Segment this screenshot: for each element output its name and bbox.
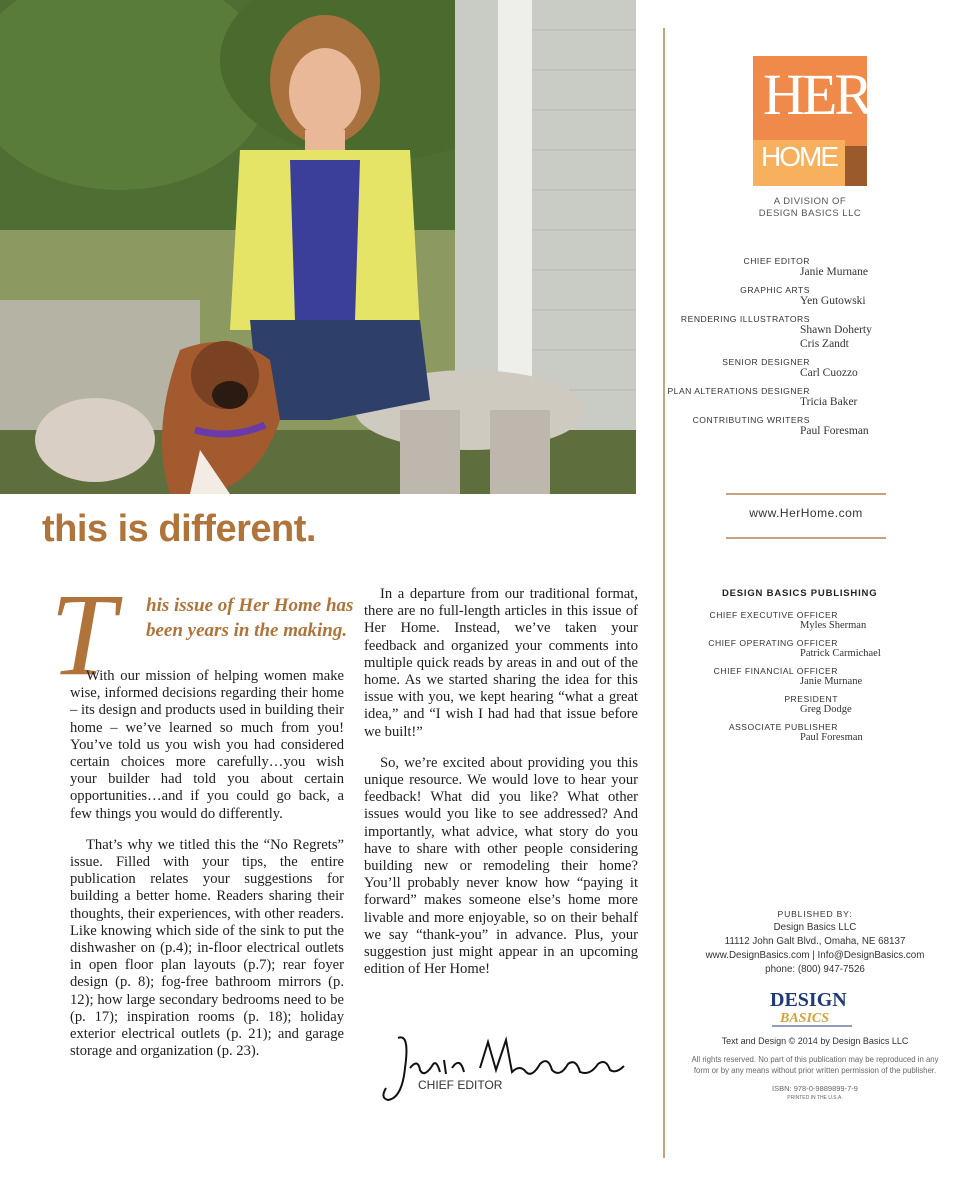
officer-row (690, 666, 910, 694)
divider-line (726, 493, 886, 495)
officer-row (690, 638, 910, 666)
masthead-role: CHIEF EDITOR (743, 256, 810, 266)
cover-photo (0, 0, 636, 494)
masthead-name: Yen Gutowski (800, 295, 866, 307)
article-column-2 (364, 586, 638, 992)
logo-her-text: HER (763, 62, 870, 127)
db-logo-design: DESIGN (770, 989, 847, 1011)
website-link[interactable]: www.HerHome.com (749, 506, 863, 520)
masthead-row (680, 357, 910, 386)
logo-block (845, 146, 867, 186)
officer-name: Greg Dodge (800, 704, 852, 715)
masthead-row (667, 386, 910, 415)
officer-row (690, 722, 910, 750)
masthead-role: CONTRIBUTING WRITERS (692, 415, 810, 425)
masthead-role: RENDERING ILLUSTRATORS (680, 314, 810, 324)
article-column-1 (70, 592, 344, 1074)
masthead-role: PLAN ALTERATIONS DESIGNER (667, 386, 810, 396)
officer-row (690, 610, 910, 638)
printed-text: PRINTED IN THE U.S.A. (787, 1095, 843, 1101)
headline: this is different. (42, 508, 316, 550)
drop-cap: T (50, 569, 116, 700)
officer-role: CHIEF OPERATING OFFICER (708, 638, 838, 648)
editor-signature (380, 1028, 630, 1108)
article-paragraph: In a departure from our traditional format, there are no full-length articles in this issue of Her Home. Instead, we’ve taken your feedback and organized your comments into multiple quick reads by areas in and out of the home. As we started sharing the idea for this issue with you, we kept hearing “what a great idea,” and “I wish I had had that issue before we built!” (364, 586, 638, 740)
article-paragraph: So, we’re excited about providing you this unique resource. We would love to hear your feedback! What did you like? What other issues would you like to see addressed? And importantly, what advice, what story do you have to share with other people considering building new or remodeling their home? You’ll probably never know how “paying it forward” makes someone else’s home more livable and more enjoyable, so on their behalf we say “thank-you” in advance. Plus, your suggestion just might appear in an upcoming edition of Her Home! (364, 754, 638, 978)
masthead-name: Tricia Baker (800, 396, 858, 408)
masthead-row (680, 256, 910, 285)
officer-name: Paul Foresman (800, 732, 863, 743)
division-line: DESIGN BASICS LLC (758, 208, 862, 219)
masthead-row (680, 285, 910, 314)
masthead-row (680, 314, 910, 357)
officer-name: Myles Sherman (800, 620, 867, 631)
published-line: 11112 John Galt Blvd., Omaha, NE 68137 (724, 936, 906, 947)
masthead-name: Cris Zandt (800, 338, 849, 350)
masthead-name: Shawn Doherty (800, 324, 872, 336)
published-line: phone: (800) 947-7526 (765, 964, 865, 975)
publishing-officers (690, 610, 910, 750)
design-basics-logo (766, 986, 858, 1030)
signature-label: CHIEF EDITOR (418, 1078, 503, 1092)
officer-role: PRESIDENT (784, 694, 838, 704)
masthead-name: Carl Cuozzo (800, 367, 858, 379)
publishing-heading: DESIGN BASICS PUBLISHING (722, 588, 878, 599)
db-logo-basics: BASICS (780, 1011, 830, 1026)
published-line[interactable]: www.DesignBasics.com | Info@DesignBasics.com (705, 950, 925, 961)
article-paragraph: That’s why we titled this the “No Regrets” issue. Filled with your tips, the entire publication relates your suggestions for building a better home. Readers sharing their thoughts, their experiences, with other readers. Like knowing which side of the sink to put the dishwasher on (p.4); in-floor electrical outlets in open floor plan layouts (p.7); rear foyer design (p. 8); fog-free bathroom mirrors (p. 12); how large secondary bedrooms need to be (p. 17); inspiration rooms (p. 18); holiday exterior electrical outlets (p. 21); and garage storage and organization (p. 23). (70, 836, 344, 1060)
masthead-name: Janie Murnane (800, 266, 869, 278)
officer-row (690, 694, 910, 722)
lead-text: his issue of Her Home has been years in the making. (146, 595, 354, 641)
officer-role: ASSOCIATE PUBLISHER (728, 722, 838, 732)
divider-line (726, 537, 886, 539)
logo-home-text: HOME (761, 141, 837, 172)
officer-name: Patrick Carmichael (800, 648, 881, 659)
photo-illustration (0, 0, 636, 494)
published-by-label: PUBLISHED BY: (777, 909, 853, 919)
officer-name: Janie Murnane (800, 676, 863, 687)
division-text (720, 196, 900, 220)
copyright-line: Text and Design © 2014 by Design Basics LLC (721, 1036, 909, 1046)
rights-text: All rights reserved. No part of this publication may be reproduced in any form or by any means without prior written permission of the publisher. (691, 1055, 939, 1075)
masthead (667, 256, 910, 444)
masthead-role: SENIOR DESIGNER (722, 357, 810, 367)
masthead-name: Paul Foresman (800, 425, 869, 437)
copyright-block (690, 1036, 940, 1101)
vertical-divider (663, 28, 665, 1158)
division-line: A DIVISION OF (773, 196, 847, 207)
isbn-text: ISBN: 978-0-9889899-7-9 (772, 1084, 858, 1093)
published-line: Design Basics LLC (773, 922, 857, 933)
her-home-logo (753, 56, 870, 186)
officer-role: CHIEF EXECUTIVE OFFICER (709, 610, 838, 620)
masthead-role: GRAPHIC ARTS (740, 285, 810, 295)
published-by (690, 907, 940, 977)
article-paragraph: With our mission of helping women make wise, informed decisions regarding their home – its design and products used in building their home – we’ve learned so much from you! You’ve told us you wish you had considered certain choices more carefully…you wish your builder had told you about certain opportunities…and if you could go back, a few things you would do differently. (70, 668, 344, 822)
officer-role: CHIEF FINANCIAL OFFICER (713, 666, 838, 676)
masthead-row (680, 415, 910, 444)
